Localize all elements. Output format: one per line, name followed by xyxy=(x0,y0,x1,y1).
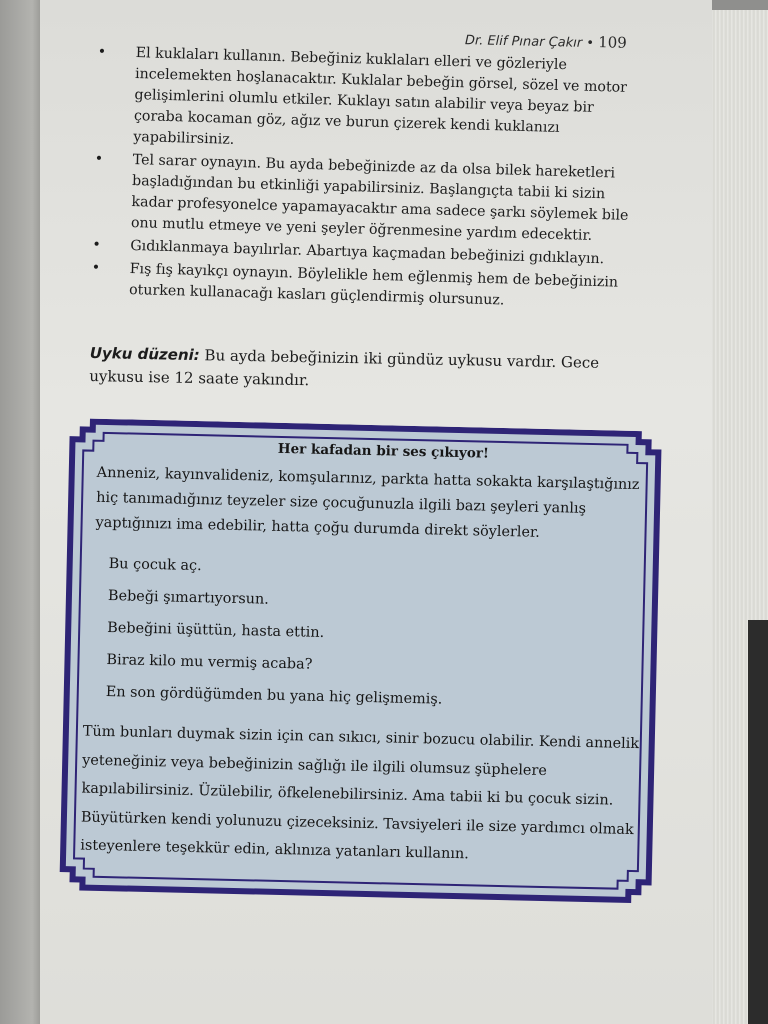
box-outro: Tüm bunları duymak sizin için can sıkıcı, sinir bozucu olabilir. Kendi annelik yeteneğiniz veya bebeğinizin sağlığı ile ilgili olumsuz şüphelere kapılabilirsiniz. Üzülebilir, öfkelenebilirsiniz. Ama tabii ki bu çocuk sizin. Büyütürken kendi yolunuzu çizeceksiniz. Tavsiyeleri ile size yardımcı olmak isteyenlere teşekkür edin, aklınıza yatanları kullanın. xyxy=(80,723,640,863)
list-item xyxy=(93,149,640,248)
page-number: 109 xyxy=(597,33,628,52)
info-box xyxy=(53,418,664,903)
quote-item: Bebeği şımartıyorsun. xyxy=(107,588,269,608)
quote-item: Biraz kilo mu vermiş acaba? xyxy=(106,652,313,673)
header-separator: • xyxy=(586,35,595,52)
list-item xyxy=(95,42,643,162)
quote-item: Bu çocuk aç. xyxy=(108,556,202,575)
book-page xyxy=(40,0,712,1024)
quote-item: En son gördüğümden bu yana hiç gelişmemiş. xyxy=(105,684,443,708)
list-item-text: Gıdıklanmaya bayılırlar. Abartıya kaçmadan bebeğinizi gıdıklayın. xyxy=(130,237,605,268)
list-item-text: Fış fış kayıkçı oynayın. Böylelikle hem eğlenmiş hem de bebeğinizin oturken kullanacağı kasları güçlendirmiş olursunuz. xyxy=(128,260,619,309)
author-name: Dr. Elif Pınar Çakır xyxy=(464,33,583,51)
box-content xyxy=(80,433,664,873)
sleep-text: Bu ayda bebeğinizin iki gündüz uykusu vardır. Gece uykusu ise 12 saate yakındır. xyxy=(89,346,600,390)
box-intro: Anneniz, kayınvalideniz, komşularınız, parkta hatta sokakta karşılaştığınız hiç tanımadığınız teyzeler size çocuğunuzla ilgili bazı şeyleri yanlış yaptığınızı ima edebilir, hatta çoğu durumda direkt söylerler. xyxy=(95,464,640,541)
bullet-dot: • xyxy=(91,259,101,277)
bullet-dot: • xyxy=(94,150,104,168)
bullet-dot: • xyxy=(92,236,101,254)
list-item-text: El kuklaları kullanın. Bebeğiniz kuklaları elleri ve gözleriyle incelemekten hoşlanacaktır. Kuklalar bebeğin görsel, sözel ve motor gelişimlerini olumlu etkiler. Kuklayı satın alabilir veya beyaz bir çoraba kocaman göz, ağız ve burun çizerek kendi kuklanızı yapabilirsiniz. xyxy=(133,45,628,148)
bullet-dot: • xyxy=(97,43,107,61)
activity-list xyxy=(91,42,643,317)
sleep-label: Uyku düzeni: xyxy=(89,343,200,365)
quote-item: Bebeğini üşüttün, hasta ettin. xyxy=(107,620,325,641)
background-corner xyxy=(748,620,768,1024)
sleep-paragraph xyxy=(89,342,645,399)
quote-list xyxy=(105,548,660,720)
box-title: Her kafadan bir ses çıkıyor! xyxy=(277,440,490,462)
running-head xyxy=(465,30,627,52)
list-item-text: Tel sarar oynayın. Bu ayda bebeğinizde az da olsa bilek hareketleri başladığından bu etkinliği yapabilirsiniz. Başlangıçta tabii ki sizin kadar profesyonelce yapamayacaktır ama sadece şarkı söylemek bile onu mutlu etmeye ve yeni şeyler öğrenmesine yardım edecektir. xyxy=(130,152,629,244)
